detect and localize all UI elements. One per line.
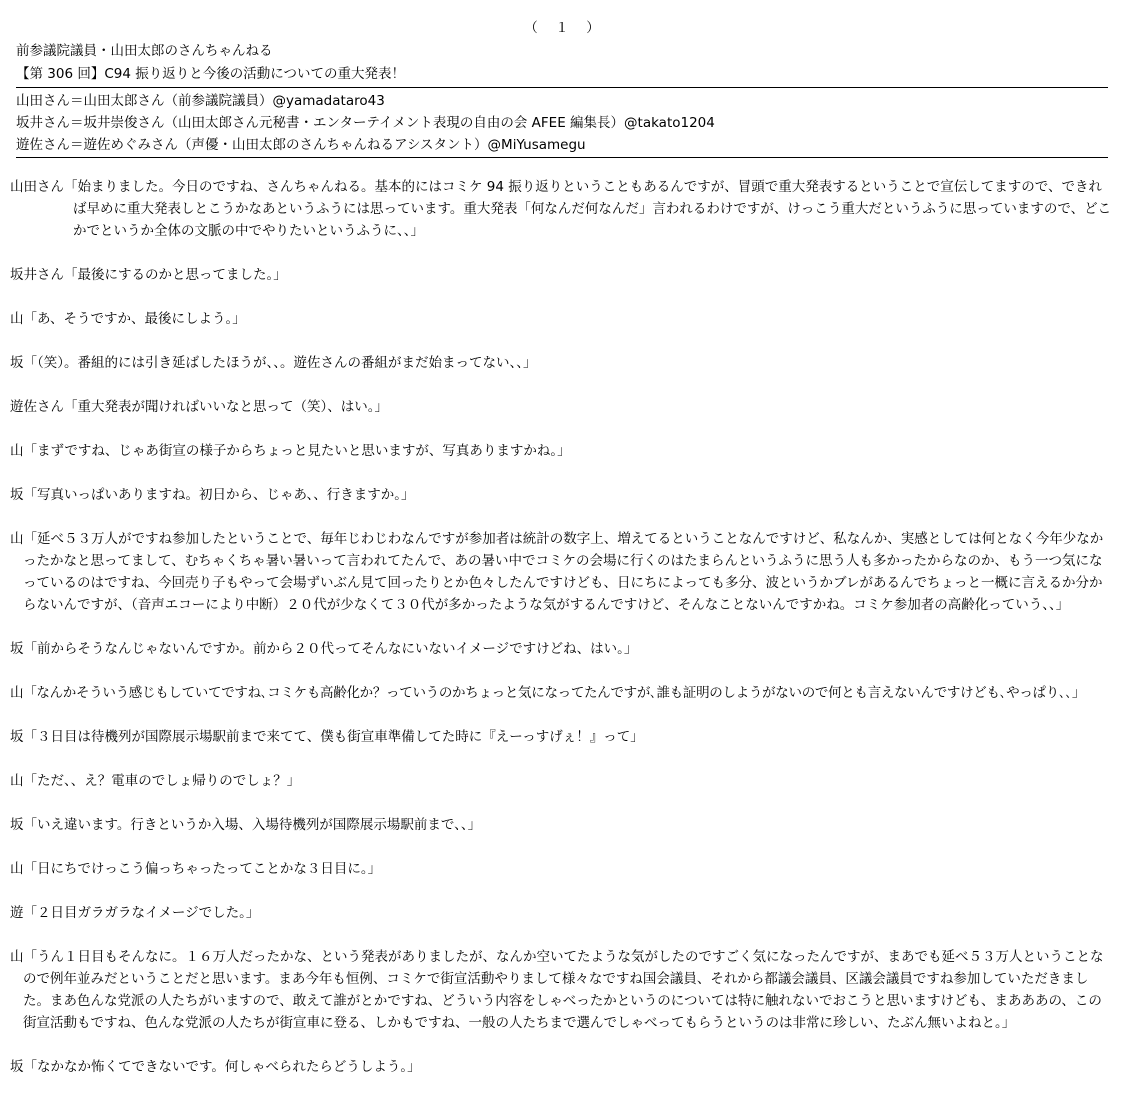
utterance: 山「日にちでけっこう偏っちゃったってことかな３日目に。」 <box>10 861 382 877</box>
utterance: 坂「３日目は待機列が国際展示場駅前まで来てて、僕も街宣車準備してた時に『えーっすげぇ！』って」 <box>10 729 644 745</box>
utterance: 坂「いえ違います。行きというか入場、入場待機列が国際展示場駅前まで、、」 <box>10 817 482 833</box>
speaker-yusa: 遊佐さん＝遊佐めぐみさん（声優・山田太郎のさんちゃんねるアシスタント）@MiYusamegu <box>16 137 586 153</box>
utterance: 坂「前からそうなんじゃないんですか。前から２０代ってそんなにいないイメージですけどね、はい。」 <box>10 641 638 657</box>
utterance: 坂「（笑）。番組的には引き延ばしたほうが、、。遊佐さんの番組がまだ始まってない、、」 <box>10 355 537 371</box>
utterance: 山「まずですね、じゃあ街宣の様子からちょっと見たいと思いますが、写真ありますかね。」 <box>10 443 571 459</box>
utterance: 坂「なかなか怖くてできないです。何しゃべられたらどうしよう。」 <box>10 1059 421 1075</box>
utterance: 山「なんかそういう感じもしていてですね､コミケも高齢化か？っていうのかちょっと気になってたんですが､誰も証明のしようがないので何とも言えないんですけども､やっぱり､､」 <box>10 685 1086 701</box>
header-divider-bottom <box>16 157 1108 158</box>
speaker-sakai: 坂井さん＝坂井崇俊さん（山田太郎さん元秘書・エンターテイメント表現の自由の会 AFEE 編集長）@takato1204 <box>16 115 715 131</box>
transcript <box>10 176 1114 1100</box>
document-header <box>16 40 1108 160</box>
page-number: （ １ ） <box>524 20 602 36</box>
speaker-yamada: 山田さん＝山田太郎さん（前参議院議員）@yamadataro43 <box>16 93 385 109</box>
header-divider-top <box>16 87 1108 88</box>
utterance: 山「うん１日目もそんなに。１６万人だったかな、という発表がありましたが、なんか空いてたような気がしたのですごく気になったんですが、まあでも延べ５３万人ということなので例年並みだということだと思います。まあ今年も恒例、コミケで街宣活動やりまして様々なですね国会議員、それから都議会議員、区議会議員ですね参加していただきました。まあ色んな党派の人たちがいますので、敢えて誰がとかですね、どういう内容をしゃべったかというのについては特に触れないでおこうと思いますけども、まあああの、この街宣活動もですね、色んな党派の人たちが街宣車に登る、しかもですね、一般の人たちまで選んでしゃべってもらうというのは非常に珍しい、たぶん無いよねと。」 <box>10 949 1104 1031</box>
utterance: 遊佐さん「重大発表が聞ければいいなと思って（笑）、はい。」 <box>10 399 388 415</box>
speaker-list <box>16 90 1108 156</box>
episode-title: 【第 306 回】C94 振り返りと今後の活動についての重大発表！ <box>16 66 405 82</box>
utterance: 山田さん「始まりました。今日のですね、さんちゃんねる。基本的にはコミケ 94 振り返りということもあるんですが、冒頭で重大発表するということで宣伝してますので、できれば早めに重大発表しとこうかなあというふうには思っています。重大発表「何なんだ何なんだ」言われるわけですが、けっこう重大だというふうに思っていますので、どこかでというか全体の文脈の中でやりたいというふうに、、」 <box>10 179 1112 239</box>
utterance: 坂「写真いっぱいありますね。初日から、じゃあ、、行きますか。」 <box>10 487 415 503</box>
utterance: 坂井さん「最後にするのかと思ってました。」 <box>10 267 287 283</box>
utterance: 山「あ、そうですか、最後にしよう。」 <box>10 311 246 327</box>
utterance: 山「延べ５３万人がですね参加したということで、毎年じわじわなんですが参加者は統計の数字上、増えてるということなんですけど、私なんか、実感としては何となく今年少なかったかなと思ってまして、むちゃくちゃ暑い暑いって言われてたんで、あの暑い中でコミケの会場に行くのはたまらんというふうに思う人も多かったからなのか、もう一つ気になっているのはですね、今回売り子もやって会場ずいぶん見て回ったりとか色々したんですけども、日にちによっても多分、波というかブレがあるんでちょっと一概に言えるか分からないんですが、（音声エコーにより中断）２０代が少なくて３０代が多かったような気がするんですけど、そんなことないんですかね。コミケ参加者の高齢化っていう、、」 <box>10 531 1104 613</box>
utterance: 山「ただ、、え？電車のでしょ帰りのでしょ？」 <box>10 773 301 789</box>
show-title: 前参議院議員・山田太郎のさんちゃんねる <box>16 43 273 59</box>
utterance: 遊「２日目ガラガラなイメージでした。」 <box>10 905 260 921</box>
